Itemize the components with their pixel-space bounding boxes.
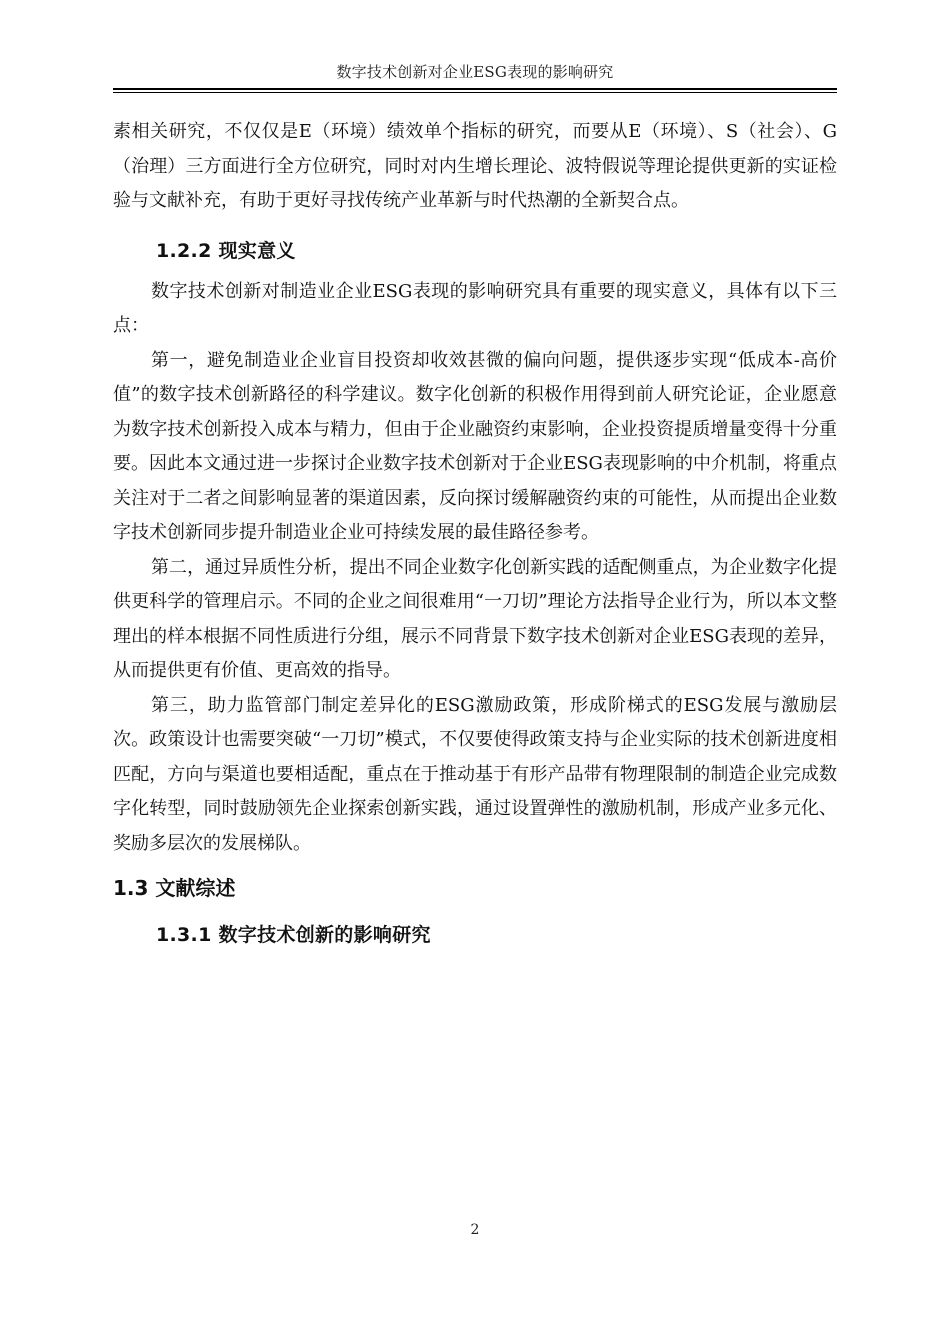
continued-paragraph: 素相关研究，不仅仅是E（环境）绩效单个指标的研究，而要从E（环境）、S（社会）、G（治理）三方面进行全方位研究，同时对内生增长理论、波特假说等理论提供更新的实证检验与文献补充，有助于更好寻找传统产业革新与时代热潮的全新契合点。 [113, 121, 837, 211]
header-rule [113, 88, 837, 90]
paragraph-third: 第三，助力监管部门制定差异化的ESG激励政策，形成阶梯式的ESG发展与激励层次。政策设计也需要突破“一刀切”模式，不仅要使得政策支持与企业实际的技术创新进度相匹配，方向与渠道也要相适配，重点在于推动基于有形产品带有物理限制的制造企业完成数字化转型，同时鼓励领先企业探索创新实践，通过设置弹性的激励机制，形成产业多元化、奖励多层次的发展梯队。 [113, 694, 837, 854]
header-rule-secondary [113, 92, 837, 93]
paragraph-first: 第一，避免制造业企业盲目投资却收效甚微的偏向问题，提供逐步实现“低成本-高价值”的数字技术创新路径的科学建议。数字化创新的积极作用得到前人研究论证，企业愿意为数字技术创新投入成本与精力，但由于企业融资约束影响，企业投资提质增量变得十分重要。因此本文通过进一步探讨企业数字技术创新对于企业ESG表现影响的中介机制，将重点关注对于二者之间影响显著的渠道因素，反向探讨缓解融资约束的可能性，从而提出企业数字技术创新同步提升制造业企业可持续发展的最佳路径参考。 [113, 349, 837, 543]
heading-1-3-1: 1.3.1 数字技术创新的影响研究 [156, 924, 431, 946]
heading-1-2-2: 1.2.2 现实意义 [156, 239, 296, 262]
body-text [113, 115, 837, 959]
page-number: 2 [470, 1222, 480, 1238]
heading-1-3: 1.3 文献综述 [113, 876, 236, 900]
paragraph-second: 第二，通过异质性分析，提出不同企业数字化创新实践的适配侧重点，为企业数字化提供更科学的管理启示。不同的企业之间很难用“一刀切”理论方法指导企业行为，所以本文整理出的样本根据不同性质进行分组，展示不同背景下数字技术创新对企业ESG表现的差异，从而提供更有价值、更高效的指导。 [113, 556, 837, 681]
running-header: 数字技术创新对企业ESG表现的影响研究 [336, 63, 614, 81]
paragraph-intro: 数字技术创新对制造业企业ESG表现的影响研究具有重要的现实意义，具体有以下三点： [113, 280, 837, 336]
